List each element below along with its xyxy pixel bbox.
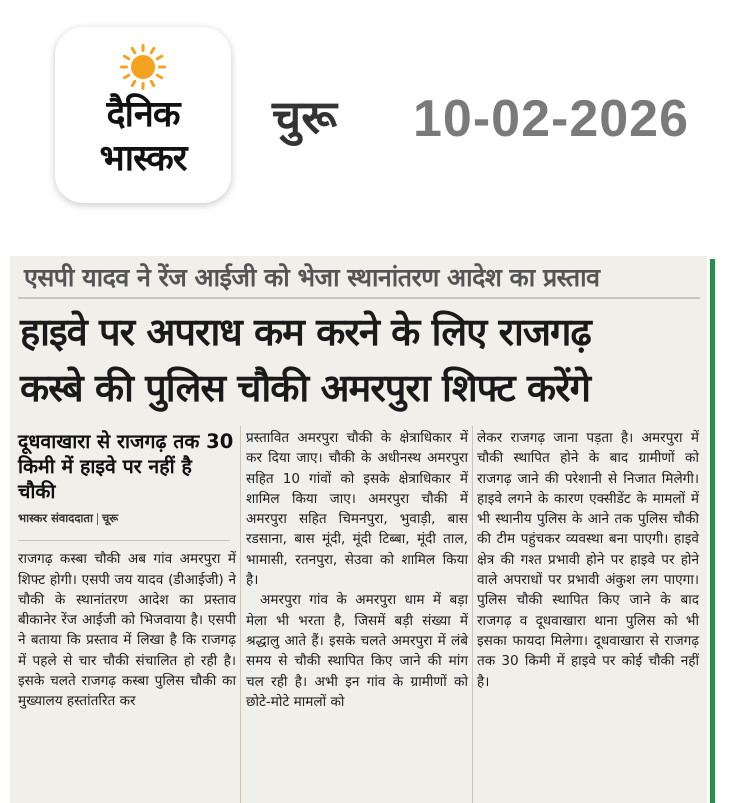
article-headline (20, 304, 700, 416)
column-2-paragraph-2: अमरपुरा गांव के अमरपुरा धाम में बड़ा मेला भी भरता है, जिसमें बड़ी संख्या में श्रद्धालु आते हैं। इसके चलते अमरपुरा में लंबे समय से चौकी स्थापित किए जाने की मांग चल रही है। अभी इन गांव के ग्रामीणों को छोटे-मोटे मामलों को (246, 592, 468, 710)
byline (18, 508, 236, 528)
column-divider-2 (472, 426, 473, 803)
kicker-divider (18, 297, 700, 299)
logo-text-line1: दैनिक (106, 94, 180, 135)
column-1-text: राजगढ़ कस्बा चौकी अब गांव अमरपुरा में शिफ्ट होगी। एसपी जय यादव (डीआईजी) ने चौकी के स्थानांतरण आदेश का प्रस्ताव बीकानेर रेंज आईजी को भिजवाया है। एसपी ने बताया कि प्रस्ताव में लिखा है कि राजगढ़ में पहले से चार चौकी संचालित हो रही है। इसके चलते राजगढ़ कस्बा पुलिस चौकी का मुख्यालय हस्तांतरित कर (18, 551, 236, 710)
column-3-text: लेकर राजगढ़ जाना पड़ता है। अमरपुरा में चौकी स्थापित होने के बाद ग्रामीणों को राजगढ़ जाने की परेशानी से निजात मिलेगी। हाइवे लगने के कारण एक्सीडेंट के मामलों में भी स्थानीय पुलिस के आने तक पुलिस चौकी की टीम पहुंचकर व्यवस्था बना पाएगी। हाइवे क्षेत्र की गश्त प्रभावी होने पर हाइवे पर होने वाले अपराधों पर प्रभावी अंकुश लग पाएगा। पुलिस चौकी स्थापित किए जाने के बाद राजगढ़ व दूधवाखारा थाना पुलिस को भी इसका फायदा मिलेगा। दूधवाखारा से राजगढ़ तक 30 किमी में हाइवे पर कोई चौकी नहीं है। (477, 430, 699, 690)
article-column-3 (477, 428, 699, 692)
byline-separator (97, 513, 98, 525)
column-2-paragraph-1: प्रस्तावित अमरपुरा चौकी के क्षेत्राधिकार में कर दिया जाए। चौकी के अधीनस्थ अमरपुरा सहित 10 गांवों को इसके क्षेत्राधिकार में शामिल किया जाए। अमरपुरा चौकी में अमरपुरा सहित चिमनपुरा, भुवाड़ी, बास रडसाना, बास मूंदी, मूंदी टिब्बा, मूंदी ताल, भामासी, रतनपुरा, सेउवा को शामिल किया है। (246, 430, 468, 589)
article-kicker: एसपी यादव ने रेंज आईजी को भेजा स्थानांतरण आदेश का प्रस्ताव (24, 263, 600, 292)
byline-source: भास्कर संवाददाता (18, 511, 93, 525)
article-column-1 (18, 427, 236, 712)
article-subhead: दूधवाखारा से राजगढ़ तक 30 किमी में हाइवे पर नहीं है चौकी (18, 430, 234, 503)
headline-line-1: हाइवे पर अपराध कम करने के लिए राजगढ़ (20, 310, 591, 354)
byline-divider (18, 540, 230, 541)
edition-date: 10-02-2026 (413, 90, 689, 148)
headline-line-2: कस्बे की पुलिस चौकी अमरपुरा शिफ्ट करेंगे (20, 366, 590, 410)
header (0, 0, 754, 230)
logo-text-line2: भास्कर (99, 138, 187, 179)
edition-city: चुरू (272, 90, 337, 144)
news-clipping (10, 256, 707, 803)
column-divider-1 (240, 426, 241, 803)
byline-place: चूरू (101, 511, 119, 525)
article-column-2 (246, 428, 468, 712)
dainik-bhaskar-logo (55, 27, 231, 203)
accent-bar (710, 259, 715, 803)
sun-icon (118, 42, 168, 92)
